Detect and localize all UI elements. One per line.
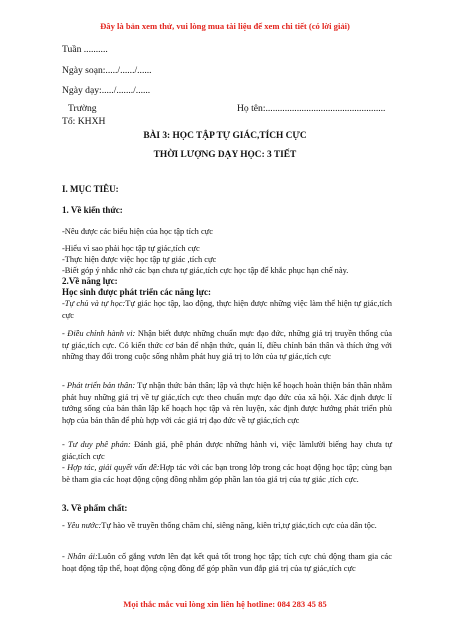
week-field: Tuần .......... (62, 44, 108, 55)
department-field: Tổ: KHXH (62, 116, 106, 127)
label: - Tư duy phê phán: (62, 440, 131, 449)
knowledge-intro: -Nêu được các biểu hiện của học tập tích cực (62, 227, 213, 236)
competency-critical-thinking: - Tư duy phê phán: Đánh giá, phê phán được những hành vi, việc làmlười biếng hay chưa tự giác,tích cực (62, 440, 392, 461)
school-field: Trường (68, 103, 97, 114)
lesson-title: BÀI 3: HỌC TẬP TỰ GIÁC,TÍCH CỰC (143, 131, 307, 141)
lesson-duration: THỜI LƯỢNG DẠY HỌC: 3 TIẾT (153, 150, 297, 160)
label: - Phát triển bản thân: (62, 381, 136, 390)
competency-subheading: Học sinh được phát triển các năng lực: (62, 287, 212, 297)
knowledge-item: -Hiểu vì sao phải học tập tự giác,tích cực (62, 244, 200, 253)
competency-self-development: - Phát triển bản thân: Tự nhận thức bản thân; lập và thực hiện kế hoạch hoàn thiện bản thân nhằm phát huy những giá trị về tự giác,tích cực theo chuẩn mực đạo đức của xã hội. Xác định được lí tưởng sống của bản thân lập kế hoạch học tập và rèn luyện, xác định được hướng phát triển phù hợp của bản thân để phù hợp với các giá trị đạo đức về tự giác,tích cực (62, 381, 393, 425)
preview-banner: Đây là bản xem thử, vui lòng mua tài liệu để xem chi tiết (có lời giải) (100, 21, 350, 31)
competency-cooperation: - Hợp tác, giải quyết vấn đề:Hợp tác với các bạn trong lớp trong các hoạt động học tập; cùng bạn bè tham gia các hoạt động cộng đồng nhằm góp phần lan tỏa giá trị của tự giác ,tích cực. (62, 463, 392, 484)
knowledge-heading: 1. Về kiến thức: (62, 205, 123, 215)
label: -Tự chủ và tự học: (62, 299, 126, 308)
knowledge-item: -Thực hiện được việc học tập tự giác ,tích cực (62, 255, 217, 264)
hotline-banner: Mọi thắc mắc vui lòng xin liên hệ hotline: 084 283 45 85 (123, 599, 327, 609)
qualities-heading: 3. Về phẩm chất: (62, 503, 128, 513)
name-field: Họ tên:.................................................. (237, 103, 386, 114)
teach-date-field: Ngày dạy:...../......./...... (62, 85, 151, 96)
quality-kindness: - Nhân ái:Luôn cố gắng vươn lên đạt kết quả tốt trong học tập; tích cực chủ động tham gia các hoạt động tập thể, hoạt động cộng đồng để góp phần vun đắp giá trị của tự giác,tích cực (62, 552, 392, 573)
quality-patriotism: - Yêu nước:Tự hào về truyền thống chăm chỉ, siêng năng, kiên trì,tự giác,tích cực của dân tộc. (62, 521, 377, 530)
label: - Nhân ái: (62, 552, 98, 561)
label: - Hợp tác, giải quyết vấn đề: (62, 463, 160, 472)
label: - Yêu nước: (62, 521, 102, 530)
prep-date-field: Ngày soạn:...../....../...... (62, 65, 152, 76)
label: - Điều chỉnh hành vi: (62, 329, 136, 338)
competency-behavior: - Điều chỉnh hành vi: Nhận biết được những chuẩn mực đạo đức, những giá trị truyền thống của tự giác,tích cực. Có kiến thức cơ bản để nhận thức, quản lí, điều chỉnh bản thân và thích ứng với những thay đổi trong cuộc sống nhằm phát huy giá trị to lớn của tự giác,tích cực (62, 329, 392, 362)
competency-self-study: -Tự chủ và tự học:Tự giác học tập, lao động, thực hiện được những việc làm thể hiện tự giác,tích cực (62, 299, 392, 320)
section-objectives: I. MỤC TIÊU: (62, 184, 119, 194)
competency-heading: 2.Về năng lực: (62, 276, 118, 286)
knowledge-item: -Biết góp ý nhắc nhở các bạn chưa tự giác,tích cực học tập để khắc phục hạn chế này. (62, 266, 349, 275)
